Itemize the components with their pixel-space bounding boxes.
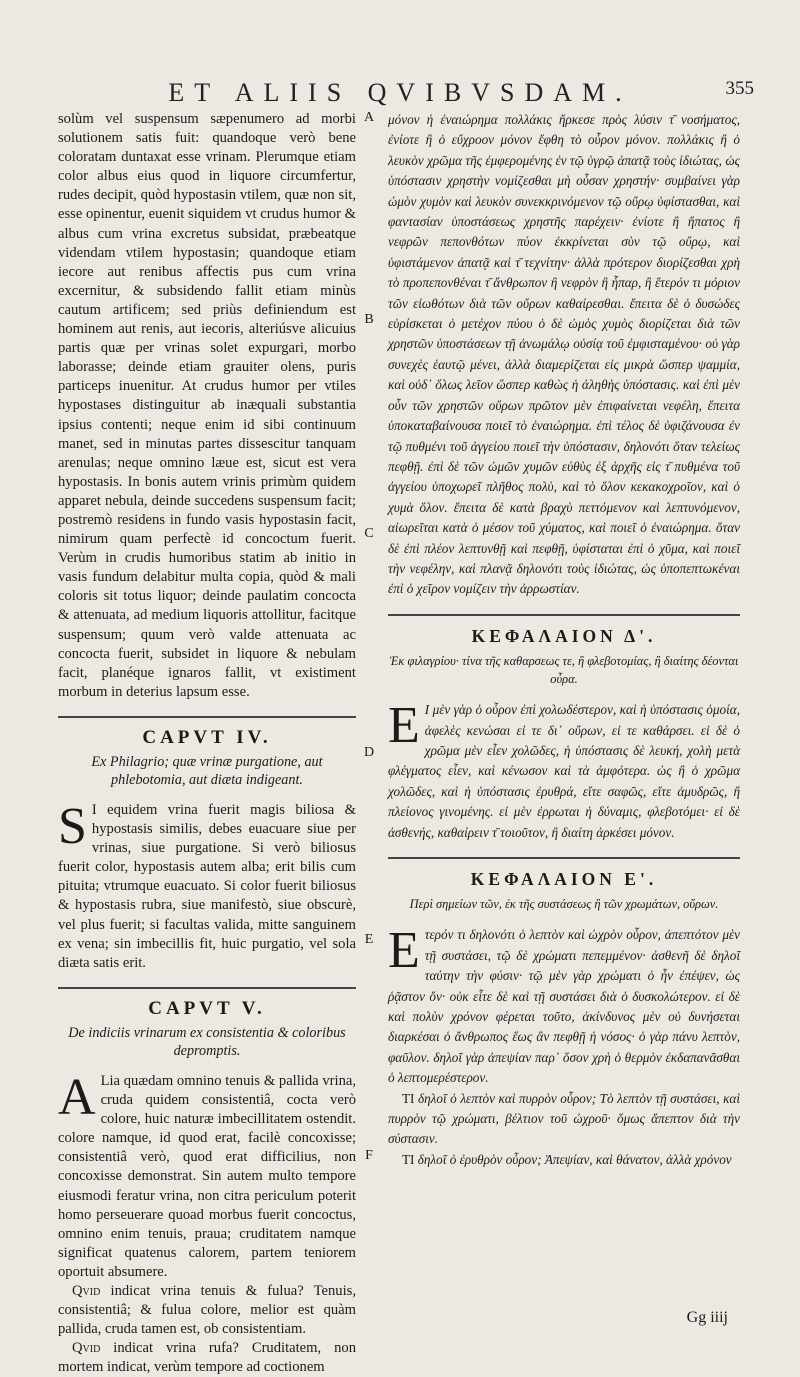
latin-column bbox=[58, 110, 356, 1376]
margin-letter-a: A bbox=[363, 110, 375, 125]
margin-letter-e: E bbox=[364, 932, 374, 947]
running-head: ET ALIIS QVIBVSDAM. bbox=[168, 78, 632, 107]
question-text: indicat vrina tenuis & fulua? Tenuis, consistentiâ; & fulua colore, melior est quàm pallida, cruda tamen est, ob consistentiam. bbox=[58, 1282, 356, 1338]
greek-paragraph: μόνον ἡ ἐναιώρημα πολλάκις ἤρκεσε πρὸς λύσιν τ̄ νοσήματος, ἐνίοτε ἢ ὁ εὔχροον μόνον ἔφθη τὸ οὖρον μόνον. πολλάκις ἢ ὁ λευκὸν χρῶμα τῆς ἐμφερομένης ἐν τῷ ὑγρῷ ἀπατᾷ τοὺς ἰδιώτας, ὡς ὑπόστασιν χρηστὴν νομίζεσθαι μὴ οὖσαν χρηστήν· συμβαίνει γὰρ ὠμὸν χυμὸν καὶ λευκὸν συνεκκρινόμενον τῷ οὔρῳ ὑφίστασθαι, καὶ φαντασίαν ὑποστάσεως χρηστῆς παρέχειν· ἐνίοτε ἢ ἥπατος ἢ νεφρῶν πεπονθότων πύον ἐκκρίνεται σὺν τῷ οὔρῳ, καὶ ὑφιστάμενον ἀπατᾷ καὶ τ̄ τεχνίτην· ἀλλὰ πρότερον διορίζεσθαι χρὴ τὸ προπεπονθέναι τ̄ ἄνθρωπον ἢ νεφρὸν ἢ ἧπαρ, ἢ ἕτερόν τι μόριον τῶν εἰωθότων διὰ τῶν οὔρων καθαίρεσθαι. ἔπειτα δὲ ὁ δυσώδες εὑρίσκεται ὁ μετέχον πύου ὁ δὲ ὠμὸς χυμὸς διορίζεται διὰ τῶν χρηστῶν ὑποστάσεων τῇ ἀνωμάλῳ οὐσίᾳ τοῦ ἐμφισταμένου· οὐ γὰρ συνεχὲς ἑαυτῷ μένει, ἀλλὰ διαμερίζεται εἰς μικρὰ ὥσπερ ψαμμία, καὶ οὐδ᾽ ὅλως λεῖον ὥσπερ καθὼς ἡ ἀληθὴς ὑπόστασις. καὶ ἐπὶ μὲν οὖν τῶν χρηστῶν οὔρων πρῶτον μὲν ἐπιφαίνεται νεφέλη, ἔπειτα ὑποκαταβαίνουσα ποιεῖ τὸ ἐναιώρημα. ἐπὶ τέλος δὲ ὑφιζάνουσα ἐν τῷ πυθμένι τοῦ ἀγγείου ποιεῖ τὴν ὑπόστασιν, δηλονότι ὅταν τελείως πεφθῇ. ἐπὶ δὲ τῶν ὠμῶν χυμῶν εὐθὺς ἐξ ἀρχῆς εἰς τ̄ πυθμένα τοῦ ἀγγείου ὑποχωρεῖ πλῆθος πολὺ, καὶ τὸ ὅλον κεκακοχροῖον, καὶ ὁ χυμὰ ὅλον. ἔπειτα δὲ κατὰ βραχὺ πεττόμενον καὶ λεπτυνόμενον, αἰωρεῖται κατὰ ὁ μέσον τοῦ χύματος, καὶ ποιεῖ ὁ ἐναιώρημα. ὅταν δὲ ἐπὶ πλέον λεπτυνθῇ καὶ πεφθῇ, ὑφίσταται ἐπὶ ὁ χῦμα, καὶ ποιεῖ τὴν νεφέλην, καὶ πλανᾷ δηλονότι τοὺς ἰδιώτας, ὡς ὑποπεπτωκέναι ἐπὶ ὁ χεῖρον νομίζειν τὴν ἀρρωστίαν. bbox=[388, 112, 740, 597]
question-text: δηλοῖ ὁ λεπτὸν καὶ πυρρὸν οὖρον; Τὸ λεπτὸν τῇ συστάσει, καὶ πυρρὸν τῷ χρώματι, βέλτιον τοῦ ὠχροῦ· ὅμως ἄπεπτον διὰ τὴν σύστασιν. bbox=[388, 1090, 740, 1147]
question-lead: Qvid bbox=[72, 1340, 101, 1357]
caput-5-heading: CAPVT V. bbox=[58, 987, 356, 1018]
question-2 bbox=[58, 1339, 356, 1377]
caput-5-text bbox=[58, 1068, 356, 1282]
caput-4-heading: CAPVT IV. bbox=[58, 716, 356, 747]
kephalaion-4-body: Ι μὲν γὰρ ὁ οὖρον ἐπὶ χολωδέστερον, καὶ ἡ ὑπόστασις ὁμοία, ἀφελὲς κενώσαι εἰ τε δι᾽ οὔρων, εἰ τε καθάρσει. εἰ δὲ ὁ χρῶμα μὲν εἶεν χολῶδες, ἡ ὑπόστασις δὲ λευκή, χολὴ μετὰ φλέγματος εἶεν, καὶ κένωσον καὶ τὰ ἀμφότερα. ὡς ἢ ὁ χρῶμα χολῶδες, καὶ ἡ ὑπόστασις ἐρυθρά, εἴτε σαφῶς, εἴτε ἀμυδρῶς, ἢ πλείονος γινομένης. εἰ μὲν ἐρρωται ἡ δύναμις, φλεβοτόμει· εἰ δὲ ἀσθενής, καθαίρειν τ̄ τοιοῦτον, ἢ διαίτη ἀρκέσει μόνον. bbox=[388, 702, 740, 840]
drop-cap: Ε bbox=[388, 922, 420, 980]
kephalaion-5-heading: ΚΕΦΑΛΑΙΟΝ Ε'. bbox=[388, 857, 740, 889]
question-text: δηλοῖ ὁ ἐρυθρὸν οὖρον; Ἀπεψίαν, καὶ θάνατον, ἀλλὰ χρόνον bbox=[417, 1151, 732, 1167]
caput-4-text bbox=[58, 798, 356, 973]
kephalaion-4-text bbox=[388, 697, 740, 843]
kephalaion-4-subtitle: Ἐκ φιλαγρίου· τίνα τῆς καθαρσεως τε, ἢ φλεβοτομίας, ἢ διαίτης δέονται οὖρα. bbox=[389, 654, 739, 687]
kephalaion-5-body: τερόν τι δηλονότι ὁ λεπτὸν καὶ ὠχρὸν οὖρον, ἀπεπτότον μὲν τῇ συστάσει, τῷ δὲ χρώματι πεπεμμένον· ἀσθενῆ δὲ δηλοῖ ταύτην τὴν φύσιν· τῷ μὲν γὰρ χρώματι ὁ ἦν ἐπέψεν, ὡς ῥᾷστον ὄν· οὐκ εἶτε δὲ καὶ τῇ συστάσει διὰ ὁ δυσκολώτερον. εἰ δὲ καὶ πολὺν χρόνον φέρεται τοῦτο, ἀκίνδυνος μὲν οὐ δυνήσεται διαρκέσαι ὁ ἄνθρωπος ἕως ἂν πεφθῇ ἡ νόσος· ὁ γὰρ πάνυ λεπτὸν, φαῦλον. δηλοῖ γὰρ ἀπεψίαν παρ᾽ ὅσον χρὴ ὁ θερμὸν ἐκδαπανᾶσθαι ὁ λεπτομερέστερον. bbox=[388, 927, 740, 1086]
margin-letter-c: C bbox=[364, 526, 374, 541]
question-text: indicat vrina rufa? Cruditatem, non mortem indicat, verùm tempore ad coctionem bbox=[58, 1340, 356, 1376]
signature-mark: Gg iiij bbox=[686, 1309, 728, 1326]
caput-4-body: I equidem vrina fuerit magis biliosa & hypostasis similis, debes euacuare siue per vrinas, siue purgatione. Si verò biliosus fuerit color, hypostasis autem alba; erit bilis cum pituita; vtrumque euacuato. Si color fuerit biliosus & hypostasis rubra, siue manifestò, siue obscurè, vel plus fuerit; si facultas valida, mitte sanguinem ex vena; sin imbecillis fit, huic purgatio, vel sola diæta satis erit. bbox=[58, 802, 356, 971]
caput-4-subtitle: Ex Philagrio; quæ vrinæ purgatione, aut phlebotomia, aut diæta indigeant. bbox=[91, 754, 323, 788]
caput-5-subtitle: De indiciis vrinarum ex consistentia & coloribus depromptis. bbox=[68, 1024, 346, 1059]
drop-cap: Ε bbox=[388, 697, 420, 755]
kephalaion-5-subtitle: Περὶ σημείων τῶν, ἐκ τῆς συστάσεως ἢ τῶν χρωμάτων, οὔρων. bbox=[409, 897, 719, 912]
question-lead: ΤΙ bbox=[402, 1090, 415, 1106]
kephalaion-5-text bbox=[388, 922, 740, 1088]
margin-letter-b: B bbox=[364, 312, 374, 327]
drop-cap: A bbox=[58, 1068, 96, 1126]
greek-question-1 bbox=[388, 1089, 740, 1150]
drop-cap: S bbox=[58, 798, 87, 855]
margin-letter-f: F bbox=[365, 1148, 373, 1163]
page-number: 355 bbox=[725, 78, 754, 99]
latin-paragraph: solùm vel suspensum sæpenumero ad morbi solutionem satis fuit: quandoque verò bene coloratam duntaxat esse vrinam. Plerumque etiam color albus eius quod in liquore circumfertur, rudes decipit, quòd hypostasin vtilem, quæ non sit, esse opinentur, euenit siquidem vt crudus humor & albus cum vrina excretus subsidat, præbeatque videndam vtilem hypostasin; quandoque etiam iecore aut renibus affectis pus cum vrina excernitur, & subsidendo fallit etiam minùs cautum artificem; sed priùs definiendum est hominem aut renis, aut iecoris, alteriúsve alicuius partis quæ per vrinas solet expurgari, morbo laborasse; deinde etiam grauiter olens, puris particeps inuenitur. At crudus humor per vtiles hypostases distinguitur ab inæquali substantia ipsius contenti; neque enim id sibi continuum manet, sed in minutas partes dissescitur tanquam arenulas; neque omnino læue est, sicut est vera hypostasis. In bonis autem vrinis primùm quidem apparet nebula, deinde succedens suspensum facit; postremò residens in fundo vasis hypostasin facit, nimirum quam perfectè id concoctum fuerit. Verùm in crudis humoribus statim ab initio in vasis fundum delabitur multa copia, quòd & mali coloris sit totus liquor; deinde paulatim concocta & attenuata, ad medium liquoris attollitur, facitque suspensum; quum verò valde attenuata ac concocta fuerit, subsidet in liquore & nebulam facit, planéque ignaros fallit, vt existiment morbum in deterius lapsum esse. bbox=[58, 111, 356, 700]
greek-question-2 bbox=[388, 1150, 740, 1170]
kephalaion-4-heading: ΚΕΦΑΛΑΙΟΝ Δ'. bbox=[388, 614, 740, 646]
caput-5-body: Lia quædam omnino tenuis & pallida vrina, cruda quidem consistentiâ, cocta verò colore, huic naturæ imbecillitatem ostendit. colore namque, id quod erat, facilè concoxisse; consistentiâ verò, quod erat difficilius, non concoxisse demonstrat. Sin autem multo tempore eiusmodi feratur vrina, non citra periculum poterit homo perseuerare quoad morbus fuerit concoctus, omnino enim tenuis, praua; cruditatem namque significat quatenus calorem, partem teniorem oportuit absumere. bbox=[58, 1072, 356, 1280]
question-1 bbox=[58, 1282, 356, 1339]
greek-column bbox=[388, 110, 740, 1300]
margin-letter-d: D bbox=[363, 745, 375, 760]
question-lead: ΤΙ bbox=[402, 1151, 415, 1167]
question-lead: Qvid bbox=[72, 1282, 101, 1299]
